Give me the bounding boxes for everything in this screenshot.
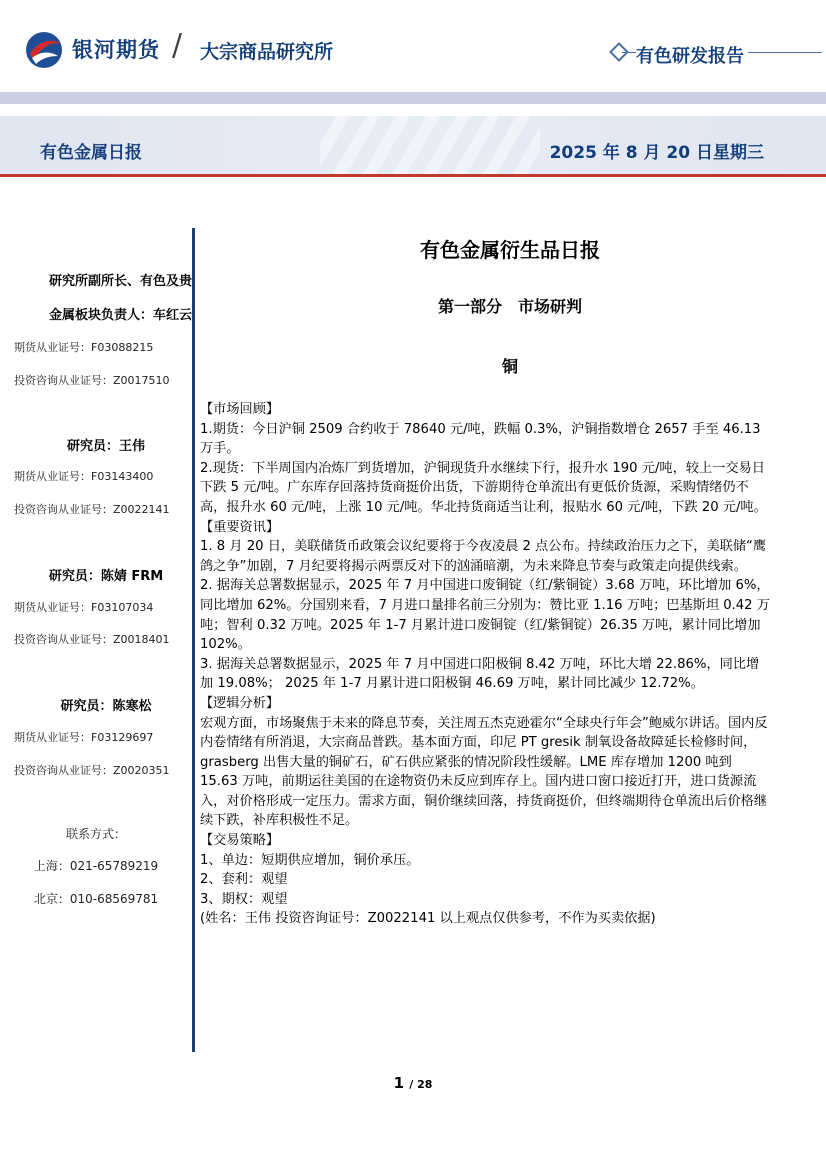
researcher-2-futures-license: 期货从业证号：F03107034 <box>14 601 154 614</box>
galaxy-futures-logo-icon <box>24 30 64 70</box>
logic-analysis: 宏观方面，市场聚焦于未来的降息节奏，关注周五杰克逊霍尔“全球央行年会”鲍威尔讲话。国内反内卷情绪有所消退，大宗商品普跌。基本面方面，印尼 PT gresik 制氧设备故障延长检修时间，grasberg 出售大量的铜矿石，矿石供应紧张的情况阶段性缓解。LME 库存增加 1200 吨到 15.63 万吨，前期运往美国的在途物资仍未反应到库存上。国内进口窗口接近打开，进口货源流入，对价格形成一定压力。需求方面，铜价继续回落，持货商挺价，但终端期待仓单流出后价格继续下跌，补库积极性不足。 <box>200 715 768 829</box>
researcher-1-name: 研究员：王伟 <box>66 439 145 454</box>
market-review-spot: 2.现货：下半周国内冶炼厂到货增加，沪铜现货升水继续下行，报升水 190 元/吨，较上一交易日下跌 5 元/吨。广东库存回落持货商挺价出货，下游期待仓单流出有更低价货源，采购情绪仍不高，报升水 60 元/吨，上涨 10 元/吨。华北持货商适当让利，报贴水 60 元/吨，下跌 20 元/吨。 <box>200 460 767 515</box>
report-series-title: 有色金属日报 <box>40 143 142 163</box>
band-decoration <box>320 116 540 174</box>
researcher-1-futures-license: 期货从业证号：F03143400 <box>14 470 154 483</box>
analysis-text <box>200 400 772 929</box>
researcher-3-consult-license: 投资咨询从业证号：Z0020351 <box>14 764 170 777</box>
metal-heading: 铜 <box>501 357 518 376</box>
page-number: 1 / 28 <box>393 1074 433 1092</box>
news-heading: 【重要资讯】 <box>200 519 280 535</box>
contact-shanghai: 上海：021-65789219 <box>33 859 159 873</box>
total-pages: 28 <box>417 1078 433 1091</box>
strategy-single-side: 1、单边：短期供应增加，铜价承压。 <box>200 852 420 868</box>
header-band <box>0 92 826 104</box>
researcher-2-name: 研究员：陈婧 FRM <box>48 569 164 584</box>
strategy-options: 3、期权：观望 <box>200 891 288 907</box>
head-consult-license: 投资咨询从业证号：Z0017510 <box>14 374 170 387</box>
market-review-futures: 1.期货：今日沪铜 2509 合约收于 78640 元/吨，跌幅 0.3%，沪铜指数增仓 2657 手至 46.13 万手。 <box>200 421 761 457</box>
news-item-3: 3. 据海关总署数据显示，2025 年 7 月中国进口阳极铜 8.42 万吨，环比大增 22.86%，同比增加 19.08%； 2025 年 1-7 月累计进口阳极铜 46.69 万吨，累计同比减少 12.72%。 <box>200 656 760 692</box>
head-title-line2: 金属板块负责人：车红云 <box>48 308 192 323</box>
head-title-line1: 研究所副所长、有色及贵 <box>48 274 192 289</box>
contact-beijing: 北京：010-68569781 <box>33 892 159 906</box>
researcher-2-consult-license: 投资咨询从业证号：Z0018401 <box>14 633 170 646</box>
report-header <box>0 0 826 100</box>
diamond-icon <box>609 42 629 62</box>
report-type: 有色研发报告 <box>636 42 748 68</box>
head-futures-license: 期货从业证号：F03088215 <box>14 341 154 354</box>
current-page: 1 <box>393 1074 405 1092</box>
part-heading: 第一部分 市场研判 <box>437 297 582 316</box>
report-title: 有色金属衍生品日报 <box>420 238 600 262</box>
header-divider: / <box>172 28 183 63</box>
brand-name: 银河期货 <box>72 38 160 62</box>
title-band-underline <box>0 174 826 177</box>
researcher-1-consult-license: 投资咨询从业证号：Z0022141 <box>14 503 170 516</box>
researcher-3-name: 研究员：陈寒松 <box>60 699 152 714</box>
report-date: 2025 年 8 月 20 日星期三 <box>549 143 764 163</box>
strategy-heading: 【交易策略】 <box>200 833 280 849</box>
market-review-heading: 【市场回顾】 <box>200 402 280 417</box>
sidebar-divider <box>192 228 195 1052</box>
logic-heading: 【逻辑分析】 <box>200 695 280 711</box>
strategy-arbitrage: 2、套利：观望 <box>200 872 288 888</box>
analyst-disclaimer: (姓名：王伟 投资咨询证号：Z0022141 以上观点仅供参考，不作为买卖依据) <box>200 911 656 927</box>
institute-name: 大宗商品研究所 <box>200 41 334 63</box>
news-item-2: 2. 据海关总署数据显示，2025 年 7 月中国进口废铜锭（红/紫铜锭）3.68 万吨，环比增加 6%，同比增加 62%。分国别来看，7 月进口量排名前三分别为：赞比亚 1.16 万吨；巴基斯坦 0.42 万吨；智利 0.32 万吨。2025 年 1-7 月累计进口废铜锭（红/紫铜锭）26.35 万吨，累计同比增加 102%。 <box>200 578 770 653</box>
researcher-3-futures-license: 期货从业证号：F03129697 <box>14 731 154 744</box>
news-item-1: 1. 8 月 20 日，美联储货币政策会议纪要将于今夜凌晨 2 点公布。持续政治压力之下，美联储“鹰鸽之争”加剧，7 月纪要将揭示两票反对下的汹涌暗潮，为未来降息节奏与政策走向提供线索。 <box>200 539 767 574</box>
contact-title: 联系方式： <box>65 827 126 841</box>
